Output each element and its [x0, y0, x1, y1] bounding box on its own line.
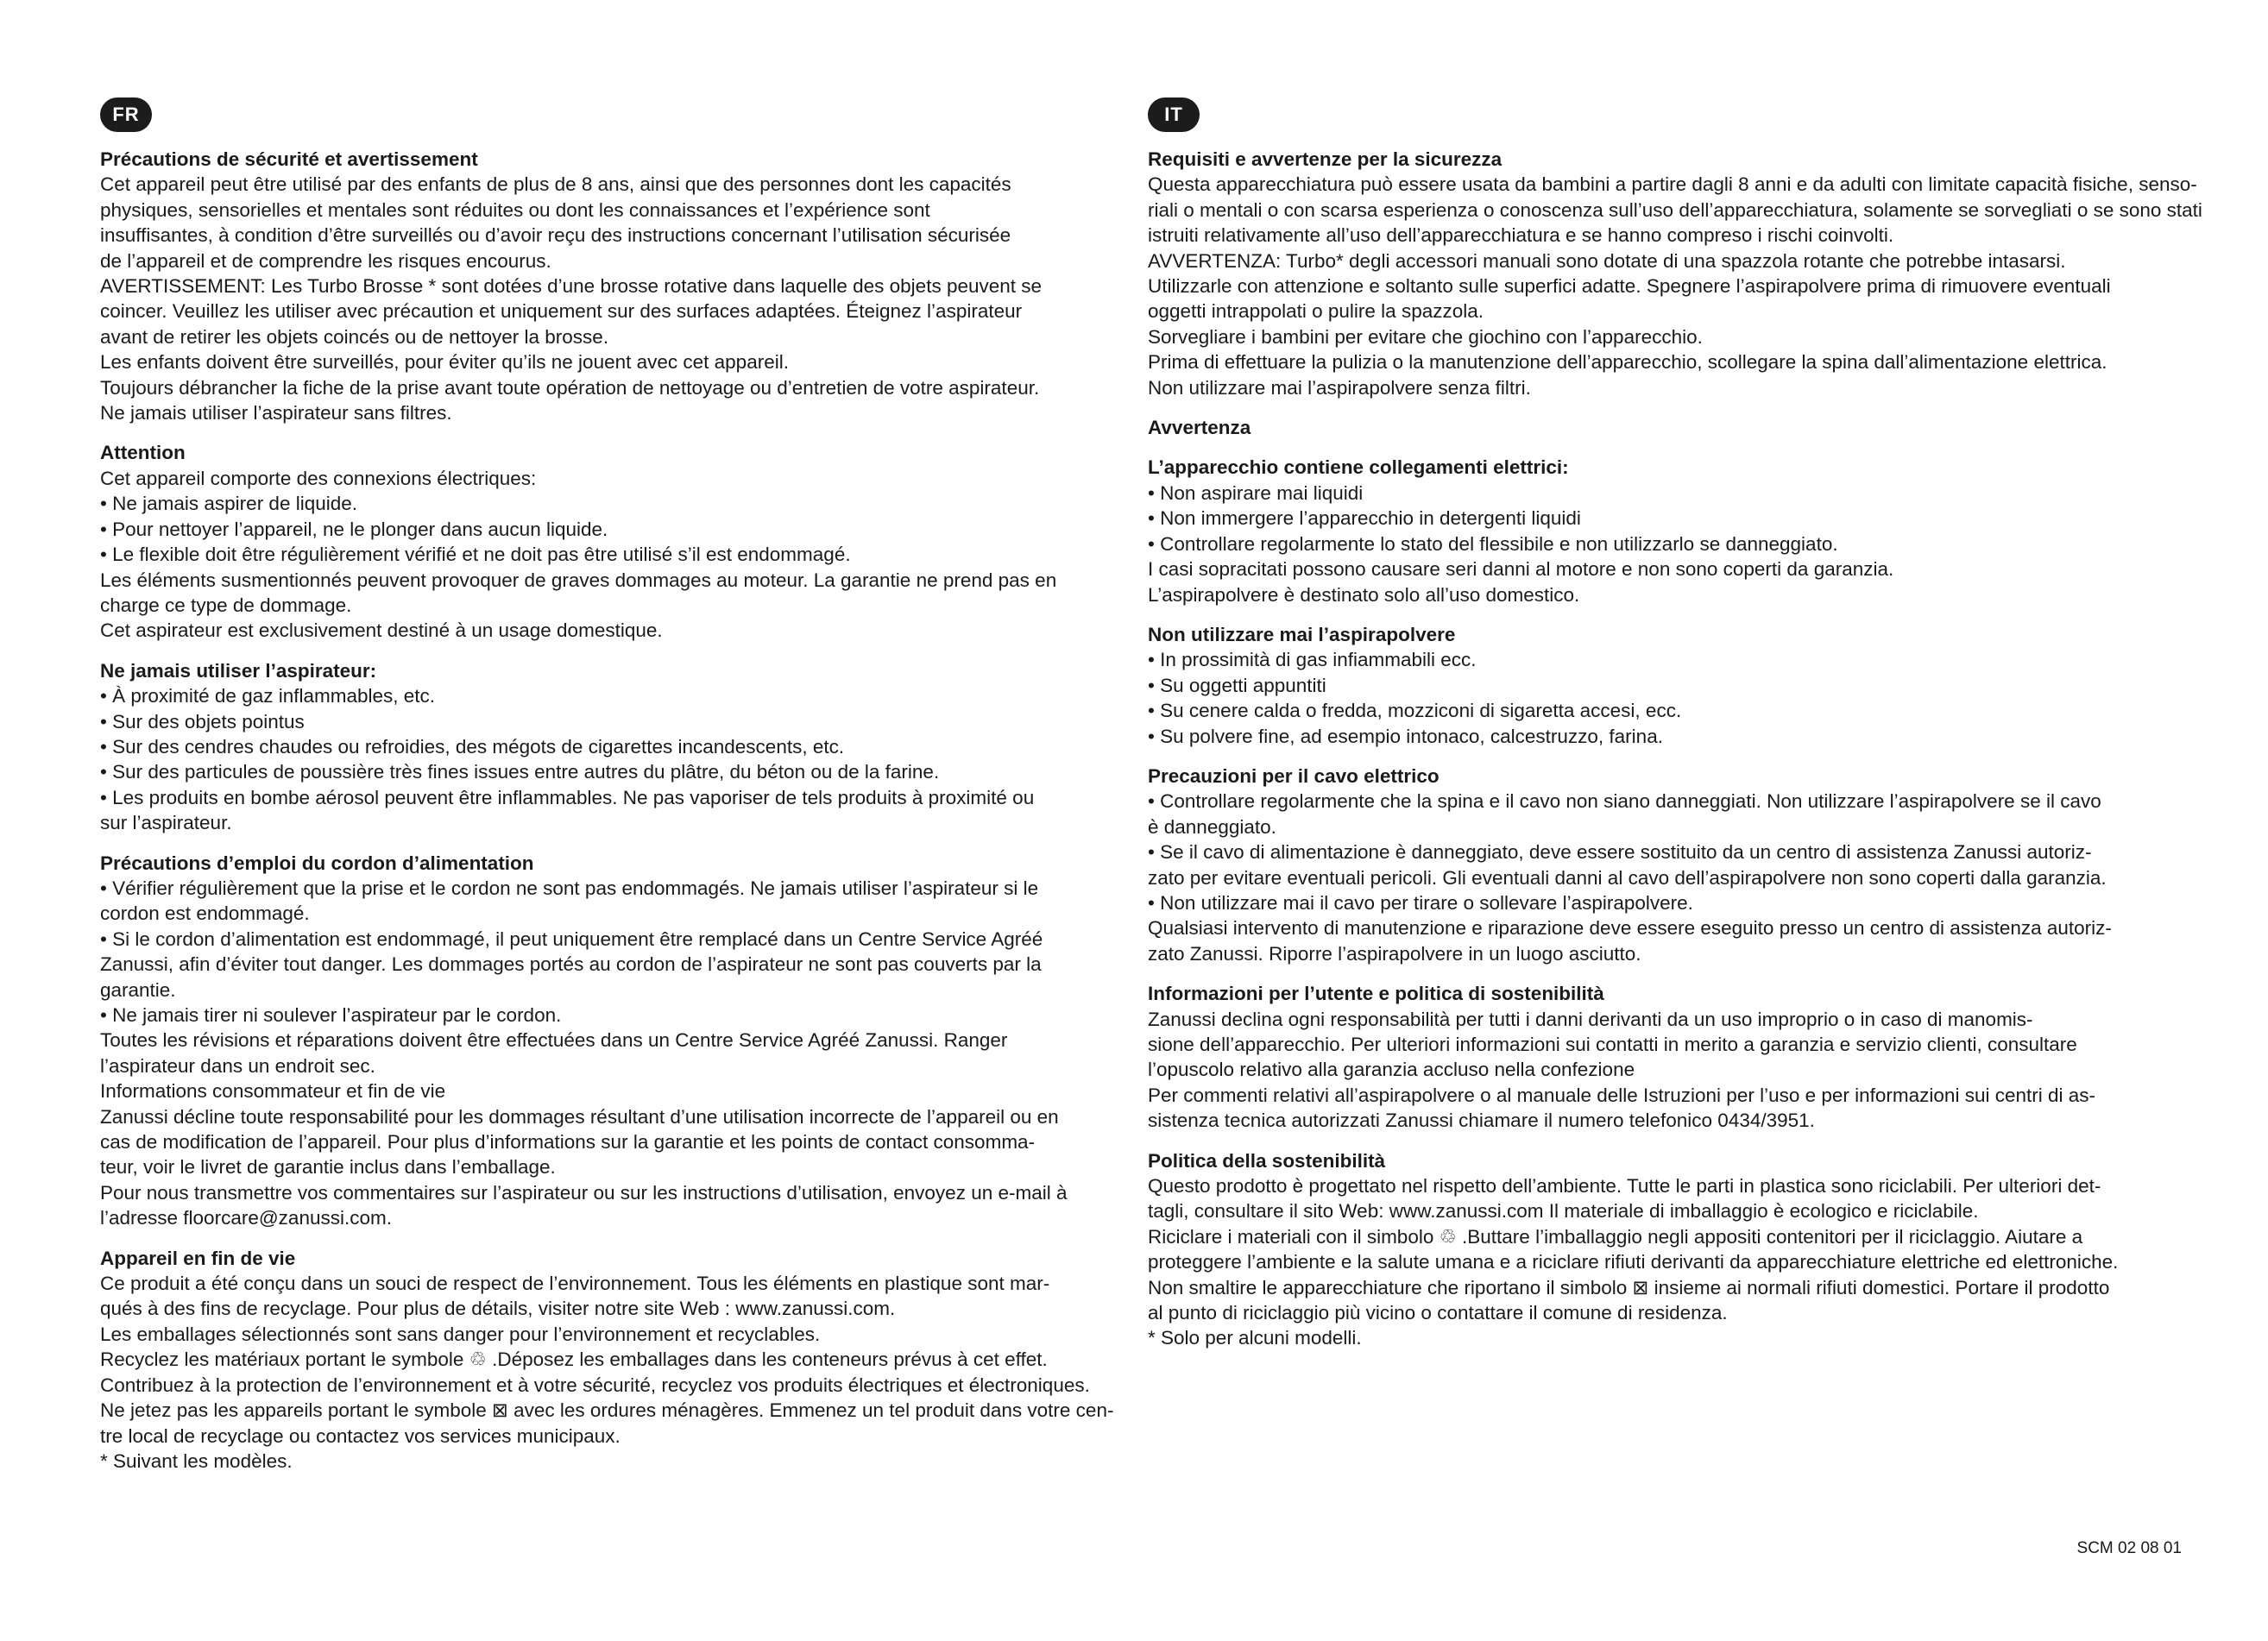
- section: [1148, 1148, 2180, 1351]
- fr-sections: [100, 147, 1132, 1488]
- section-heading: Avvertenza: [1148, 417, 1251, 439]
- paragraph-line: • Su cenere calda o fredda, mozziconi di sigaretta accesi, ecc.: [1148, 700, 1682, 722]
- section-heading: Attention: [100, 442, 186, 464]
- paragraph-line: Non utilizzare mai l’aspirapolvere senza filtri.: [1148, 376, 1531, 399]
- paragraph-line: AVERTISSEMENT: Les Turbo Brosse * sont dotées d’une brosse rotative dans laquelle des objets peuvent se: [100, 275, 1043, 298]
- section: [100, 1246, 1132, 1474]
- paragraph-line: L’aspirapolvere è destinato solo all’uso domestico.: [1148, 583, 1580, 606]
- section-heading: Politica della sostenibilità: [1148, 1149, 1386, 1172]
- paragraph-line: Zanussi declina ogni responsabilità per tutti i danni derivanti da un uso improprio o in caso di manomis-: [1148, 1008, 2033, 1030]
- paragraph-line: oggetti intrappolati o pulire la spazzola.: [1148, 300, 1484, 323]
- paragraph-line: • Controllare regolarmente lo stato del flessibile e non utilizzarlo se danneggiato.: [1148, 532, 1838, 555]
- paragraph-line: Pour nous transmettre vos commentaires sur l’aspirateur ou sur les instructions d’utilisation, envoyez un e-mail à: [100, 1181, 1068, 1204]
- paragraph-line: Questa apparecchiatura può essere usata da bambini a partire dagli 8 anni e da adulti con limitate capacità fisiche, senso-: [1148, 173, 2197, 196]
- section-heading: Non utilizzare mai l’aspirapolvere: [1148, 623, 1456, 645]
- section: [1148, 415, 2180, 440]
- paragraph-line: Zanussi décline toute responsabilité pour les dommages résultant d’une utilisation incorrecte de l’appareil ou en: [100, 1105, 1059, 1128]
- paragraph-line: Contribuez à la protection de l’environnement et à votre sécurité, recyclez vos produits électriques et électroniques.: [100, 1374, 1090, 1396]
- paragraph-line: tagli, consultare il sito Web: www.zanussi.com Il materiale di imballaggio è ecologico e riciclabile.: [1148, 1200, 1979, 1223]
- paragraph-line: • Controllare regolarmente che la spina e il cavo non siano danneggiati. Non utilizzare l’aspirapolvere se il cavo: [1148, 790, 2101, 813]
- paragraph-line: tre local de recyclage ou contactez vos services municipaux.: [100, 1424, 621, 1447]
- paragraph-line: sistenza tecnica autorizzati Zanussi chiamare il numero telefonico 0434/3951.: [1148, 1110, 1815, 1132]
- paragraph-line: Prima di effettuare la pulizia o la manutenzione dell’apparecchio, scollegare la spina dall’alimentazione elettrica.: [1148, 351, 2107, 374]
- paragraph-line: • Sur des objets pointus: [100, 710, 305, 732]
- paragraph-line: Toujours débrancher la fiche de la prise avant toute opération de nettoyage ou d’entretien de votre aspirateur.: [100, 376, 1040, 399]
- paragraph-line: zato per evitare eventuali pericoli. Gli eventuali danni al cavo dell’aspirapolvere non sono coperti dalla garanzia.: [1148, 866, 2107, 889]
- paragraph-line: Ne jamais utiliser l’aspirateur sans filtres.: [100, 402, 452, 424]
- paragraph-line: AVVERTENZA: Turbo* degli accessori manuali sono dotate di una spazzola rotante che potrebbe intasarsi.: [1148, 249, 2066, 272]
- paragraph-line: charge ce type de dommage.: [100, 594, 352, 616]
- paragraph-line: proteggere l’ambiente e la salute umana e a riciclare rifiuti derivanti da apparecchiature elettriche ed elettroniche.: [1148, 1251, 2119, 1273]
- paragraph-line: • Le flexible doit être régulièrement vérifié et ne doit pas être utilisé s’il est endommagé.: [100, 544, 851, 566]
- section-heading: Ne jamais utiliser l’aspirateur:: [100, 659, 377, 682]
- section-heading: Precauzioni per il cavo elettrico: [1148, 764, 1440, 787]
- paragraph-line: cordon est endommagé.: [100, 902, 310, 925]
- paragraph-line: • Se il cavo di alimentazione è danneggiato, deve essere sostituito da un centro di assistenza Zanussi autoriz-: [1148, 841, 2092, 864]
- paragraph-line: Les enfants doivent être surveillés, pour éviter qu’ils ne jouent avec cet appareil.: [100, 351, 789, 374]
- paragraph-line: • In prossimità di gas infiammabili ecc.: [1148, 649, 1477, 671]
- paragraph-line: sione dell’apparecchio. Per ulteriori informazioni sui contatti in merito a garanzia e servizio clienti, consultare: [1148, 1034, 2077, 1055]
- section: [1148, 622, 2180, 749]
- paragraph-line: Informations consommateur et fin de vie: [100, 1080, 446, 1103]
- section-heading: L’apparecchio contiene collegamenti elettrici:: [1148, 456, 1569, 479]
- paragraph-line: • À proximité de gaz inflammables, etc.: [100, 685, 436, 707]
- paragraph-line: l’adresse floorcare@zanussi.com.: [100, 1207, 392, 1229]
- paragraph-line: teur, voir le livret de garantie inclus dans l’emballage.: [100, 1156, 556, 1179]
- paragraph-line: zato Zanussi. Riporre l’aspirapolvere in un luogo asciutto.: [1148, 942, 1641, 965]
- section-heading: Informazioni per l’utente e politica di sostenibilità: [1148, 983, 1604, 1005]
- it-sections: [1148, 147, 2202, 1366]
- paragraph-line: al punto di riciclaggio più vicino o contattare il comune di residenza.: [1148, 1302, 1728, 1324]
- section: [1148, 764, 2180, 966]
- section: [100, 851, 1132, 1231]
- paragraph-line: Cet aspirateur est exclusivement destiné à un usage domestique.: [100, 619, 663, 642]
- paragraph-line: riali o mentali o con scarsa esperienza o conoscenza sull’uso dell’apparecchiatura, solamente se sorvegliati o se sono stati: [1148, 198, 2202, 221]
- paragraph-line: • Vérifier régulièrement que la prise et le cordon ne sont pas endommagés. Ne jamais utiliser l’aspirateur si le: [100, 877, 1039, 899]
- paragraph-line: Zanussi, afin d’éviter tout danger. Les dommages portés au cordon de l’aspirateur ne sont pas couverts par la: [100, 953, 1042, 976]
- paragraph-line: qués à des fins de recyclage. Pour plus de détails, visiter notre site Web : www.zanussi.com.: [100, 1298, 896, 1320]
- paragraph-line: Les emballages sélectionnés sont sans danger pour l’environnement et recyclables.: [100, 1323, 821, 1345]
- paragraph-line: Qualsiasi intervento di manutenzione e riparazione deve essere eseguito presso un centro di assistenza autoriz-: [1148, 917, 2112, 940]
- paragraph-line: de l’appareil et de comprendre les risques encourus.: [100, 249, 551, 272]
- section-heading: Précautions d’emploi du cordon d’alimentation: [100, 852, 534, 874]
- paragraph-line: Non smaltire le apparecchiature che riportano il simbolo ⊠ insieme ai normali rifiuti domestici. Portare il prodotto: [1148, 1276, 2110, 1298]
- section: [100, 440, 1132, 643]
- paragraph-line: garantie.: [100, 978, 176, 1001]
- section: [1148, 147, 2202, 400]
- paragraph-line: è danneggiato.: [1148, 815, 1276, 838]
- paragraph-line: • Non aspirare mai liquidi: [1148, 481, 1364, 504]
- section: [100, 658, 1132, 836]
- section: [100, 147, 1132, 425]
- paragraph-line: * Suivant les modèles.: [100, 1449, 293, 1472]
- paragraph-line: • Non immergere l’apparecchio in detergenti liquidi: [1148, 507, 1581, 530]
- paragraph-line: insuffisantes, à condition d’être surveillés ou d’avoir reçu des instructions concernant l’utilisation sécurisée: [100, 224, 1011, 247]
- paragraph-line: Recyclez les matériaux portant le symbole ♲ .Déposez les emballages dans les conteneurs prévus à cet effet.: [100, 1349, 1048, 1371]
- paragraph-line: l’opuscolo relativo alla garanzia accluso nella confezione: [1148, 1059, 1635, 1081]
- paragraph-line: avant de retirer les objets coincés ou de nettoyer la brosse.: [100, 325, 609, 348]
- paragraph-line: * Solo per alcuni modelli.: [1148, 1327, 1362, 1349]
- paragraph-line: Questo prodotto è progettato nel rispetto dell’ambiente. Tutte le parti in plastica sono riciclabili. Per ulteriori det-: [1148, 1175, 2101, 1198]
- section: [1148, 455, 2180, 607]
- section-heading: Appareil en fin de vie: [100, 1247, 296, 1269]
- section-heading: Précautions de sécurité et avertissement: [100, 148, 478, 170]
- section-heading: Requisiti e avvertenze per la sicurezza: [1148, 148, 1503, 170]
- paragraph-line: • Si le cordon d’alimentation est endommagé, il peut uniquement être remplacé dans un Centre Service Agréé: [100, 927, 1043, 950]
- paragraph-line: Riciclare i materiali con il simbolo ♲ .Buttare l’imballaggio negli appositi contenitori per il riciclaggio. Aiutare a: [1148, 1225, 2083, 1248]
- paragraph-line: cas de modification de l’appareil. Pour plus d’informations sur la garantie et les points de contact consomma-: [100, 1131, 1036, 1154]
- paragraph-line: • Ne jamais aspirer de liquide.: [100, 493, 358, 515]
- paragraph-line: sur l’aspirateur.: [100, 812, 232, 834]
- paragraph-line: • Sur des cendres chaudes ou refroidies, des mégots de cigarettes incandescents, etc.: [100, 735, 845, 758]
- paragraph-line: coincer. Veuillez les utiliser avec précaution et uniquement sur des surfaces adaptées. Éteignez l’aspirateur: [100, 300, 1023, 323]
- paragraph-line: Cet appareil peut être utilisé par des enfants de plus de 8 ans, ainsi que des personnes dont les capacités: [100, 173, 1011, 196]
- paragraph-line: • Ne jamais tirer ni soulever l’aspirateur par le cordon.: [100, 1004, 562, 1026]
- paragraph-line: Les éléments susmentionnés peuvent provoquer de graves dommages au moteur. La garantie ne prend pas en: [100, 569, 1057, 591]
- paragraph-line: • Sur des particules de poussière très fines issues entre autres du plâtre, du béton ou de la farine.: [100, 761, 940, 783]
- paragraph-line: l’aspirateur dans un endroit sec.: [100, 1054, 375, 1077]
- paragraph-line: Utilizzarle con attenzione e soltanto sulle superfici adatte. Spegnere l’aspirapolvere prima di rimuovere eventuali: [1148, 275, 2111, 298]
- paragraph-line: I casi sopracitati possono causare seri danni al motore e non sono coperti da garanzia.: [1148, 558, 1894, 581]
- language-badge-it: IT: [1148, 97, 1200, 132]
- paragraph-line: Cet appareil comporte des connexions électriques:: [100, 467, 537, 489]
- paragraph-line: Ne jetez pas les appareils portant le symbole ⊠ avec les ordures ménagères. Emmenez un tel produit dans votre cen-: [100, 1399, 1114, 1422]
- document-code: SCM 02 08 01: [2076, 1539, 2182, 1557]
- paragraph-line: istruiti relativamente all’uso dell’apparecchiatura e se hanno compreso i rischi coinvolti.: [1148, 224, 1894, 247]
- section: [1148, 981, 2180, 1133]
- paragraph-line: Per commenti relativi all’aspirapolvere o al manuale delle Istruzioni per l’uso e per informazioni sui centri di as-: [1148, 1084, 2095, 1106]
- paragraph-line: • Les produits en bombe aérosol peuvent être inflammables. Ne pas vaporiser de tels produits à proximité ou: [100, 786, 1035, 808]
- paragraph-line: • Pour nettoyer l’appareil, ne le plonger dans aucun liquide.: [100, 518, 608, 540]
- paragraph-line: Ce produit a été conçu dans un souci de respect de l’environnement. Tous les éléments en plastique sont mar-: [100, 1273, 1050, 1295]
- language-badge-fr: FR: [100, 97, 152, 132]
- paragraph-line: • Su oggetti appuntiti: [1148, 674, 1326, 696]
- paragraph-line: Toutes les révisions et réparations doivent être effectuées dans un Centre Service Agréé Zanussi. Ranger: [100, 1029, 1008, 1052]
- paragraph-line: • Su polvere fine, ad esempio intonaco, calcestruzzo, farina.: [1148, 725, 1663, 747]
- paragraph-line: Sorvegliare i bambini per evitare che giochino con l’apparecchio.: [1148, 325, 1703, 348]
- paragraph-line: physiques, sensorielles et mentales sont réduites ou dont les connaissances et l’expérience sont: [100, 198, 930, 221]
- paragraph-line: • Non utilizzare mai il cavo per tirare o sollevare l’aspirapolvere.: [1148, 891, 1693, 914]
